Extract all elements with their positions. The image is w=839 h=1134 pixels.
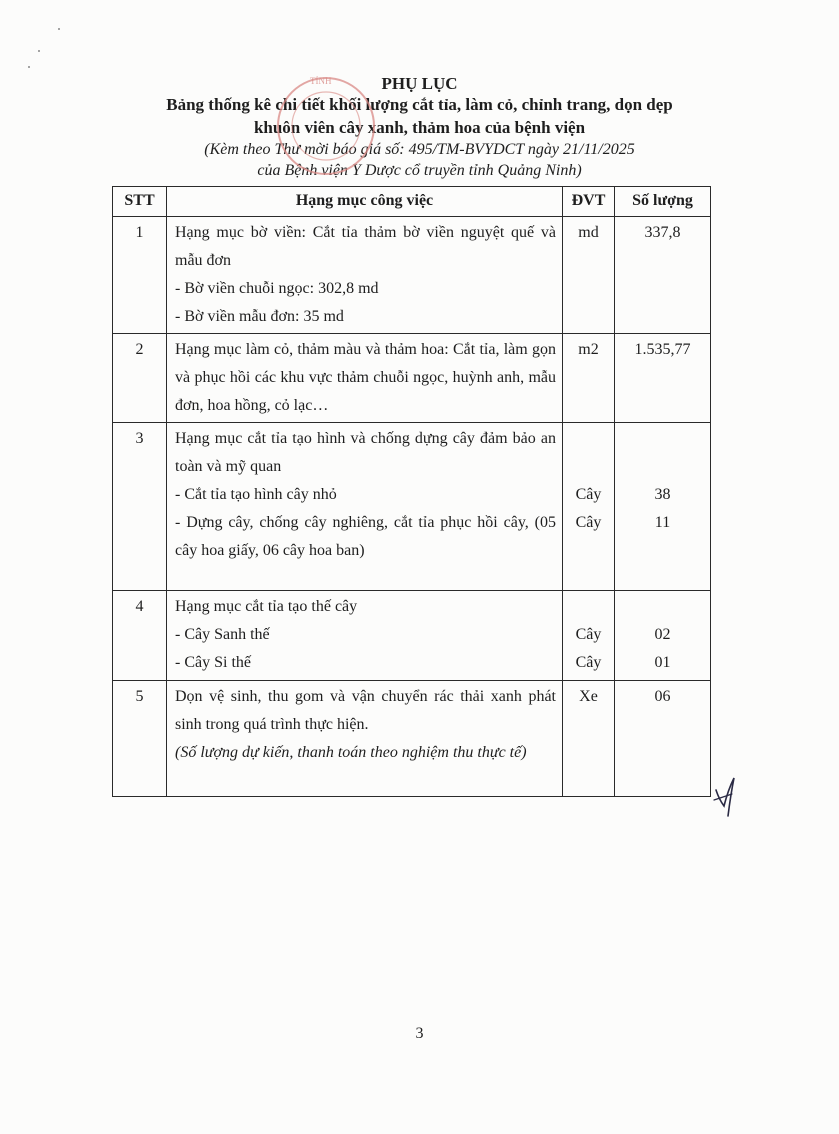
header-work: Hạng mục công việc — [167, 187, 563, 217]
scan-speck — [28, 66, 30, 68]
row-work — [167, 423, 563, 591]
workload-table — [112, 186, 711, 797]
qty-value: 11 — [654, 514, 671, 531]
work-line: - Bờ viền mẫu đơn: 35 md — [175, 308, 344, 325]
work-line: Hạng mục bờ viền: Cắt tỉa thảm bờ viền nguyệt quế và mẫu đơn — [175, 224, 556, 269]
row-qty — [615, 423, 711, 591]
work-line: Dọn vệ sinh, thu gom và vận chuyển rác thải xanh phát sinh trong quá trình thực hiện. — [175, 688, 556, 733]
row-stt: 1 — [113, 217, 167, 334]
row-work — [167, 591, 563, 681]
row-stt: 2 — [113, 334, 167, 423]
row-unit — [563, 591, 615, 681]
table-row — [113, 334, 711, 423]
unit-value: Cây — [575, 654, 602, 671]
header-unit: ĐVT — [563, 187, 615, 217]
work-note: (Số lượng dự kiến, thanh toán theo nghiệm thu thực tế) — [175, 744, 527, 761]
row-unit: md — [563, 217, 615, 334]
appendix-subtitle-line1: Bảng thống kê chi tiết khối lượng cắt tỉa, làm cỏ, chỉnh trang, dọn dẹp — [166, 95, 673, 114]
row-stt: 4 — [113, 591, 167, 681]
work-line: - Cây Sanh thế — [175, 626, 270, 643]
row-qty — [615, 591, 711, 681]
table-row — [113, 423, 711, 591]
row-work — [167, 334, 563, 423]
work-line: - Dựng cây, chống cây nghiêng, cắt tỉa phục hồi cây, (05 cây hoa giấy, 06 cây hoa ban) — [175, 514, 556, 559]
row-unit: m2 — [563, 334, 615, 423]
row-stt: 5 — [113, 681, 167, 797]
work-line: - Cắt tỉa tạo hình cây nhỏ — [175, 486, 337, 503]
qty-value: 02 — [654, 626, 671, 643]
row-qty: 06 — [615, 681, 711, 797]
row-stt: 3 — [113, 423, 167, 591]
appendix-subtitle-line2: khuôn viên cây xanh, thảm hoa của bệnh viện — [253, 118, 586, 137]
reference-line1: (Kèm theo Thư mời báo giá số: 495/TM-BVYDCT ngày 21/11/2025 — [204, 141, 635, 158]
work-line: - Cây Si thế — [175, 654, 251, 671]
initial-signature — [712, 772, 752, 818]
scan-speck — [38, 50, 40, 52]
stamp-text: TỈNH — [310, 76, 332, 86]
scan-speck — [58, 28, 60, 30]
table-header-row — [113, 187, 711, 217]
work-line: Hạng mục làm cỏ, thảm màu và thảm hoa: Cắt tỉa, làm gọn và phục hồi các khu vực thảm chuỗi ngọc, huỳnh anh, mẫu đơn, hoa hồng, cỏ lạc… — [175, 341, 556, 414]
table-row — [113, 591, 711, 681]
work-line: - Bờ viền chuỗi ngọc: 302,8 md — [175, 280, 379, 297]
row-unit — [563, 423, 615, 591]
table-row — [113, 681, 711, 797]
appendix-title: PHỤ LỤC — [381, 74, 458, 93]
header-stt: STT — [113, 187, 167, 217]
work-line: Hạng mục cắt tỉa tạo hình và chống dựng cây đảm bảo an toàn và mỹ quan — [175, 430, 556, 475]
table-row — [113, 217, 711, 334]
row-work — [167, 681, 563, 797]
unit-value: Cây — [575, 514, 602, 531]
reference-line2: của Bệnh viện Y Dược cổ truyền tỉnh Quảng Ninh) — [257, 162, 582, 179]
row-work — [167, 217, 563, 334]
qty-value: 01 — [654, 654, 671, 671]
row-qty: 337,8 — [615, 217, 711, 334]
unit-value: Cây — [575, 486, 602, 503]
unit-value: Cây — [575, 626, 602, 643]
row-unit: Xe — [563, 681, 615, 797]
header-qty: Số lượng — [615, 187, 711, 217]
work-line: Hạng mục cắt tỉa tạo thế cây — [175, 598, 358, 615]
qty-value: 38 — [654, 486, 671, 503]
row-qty: 1.535,77 — [615, 334, 711, 423]
page-number: 3 — [415, 1025, 424, 1042]
